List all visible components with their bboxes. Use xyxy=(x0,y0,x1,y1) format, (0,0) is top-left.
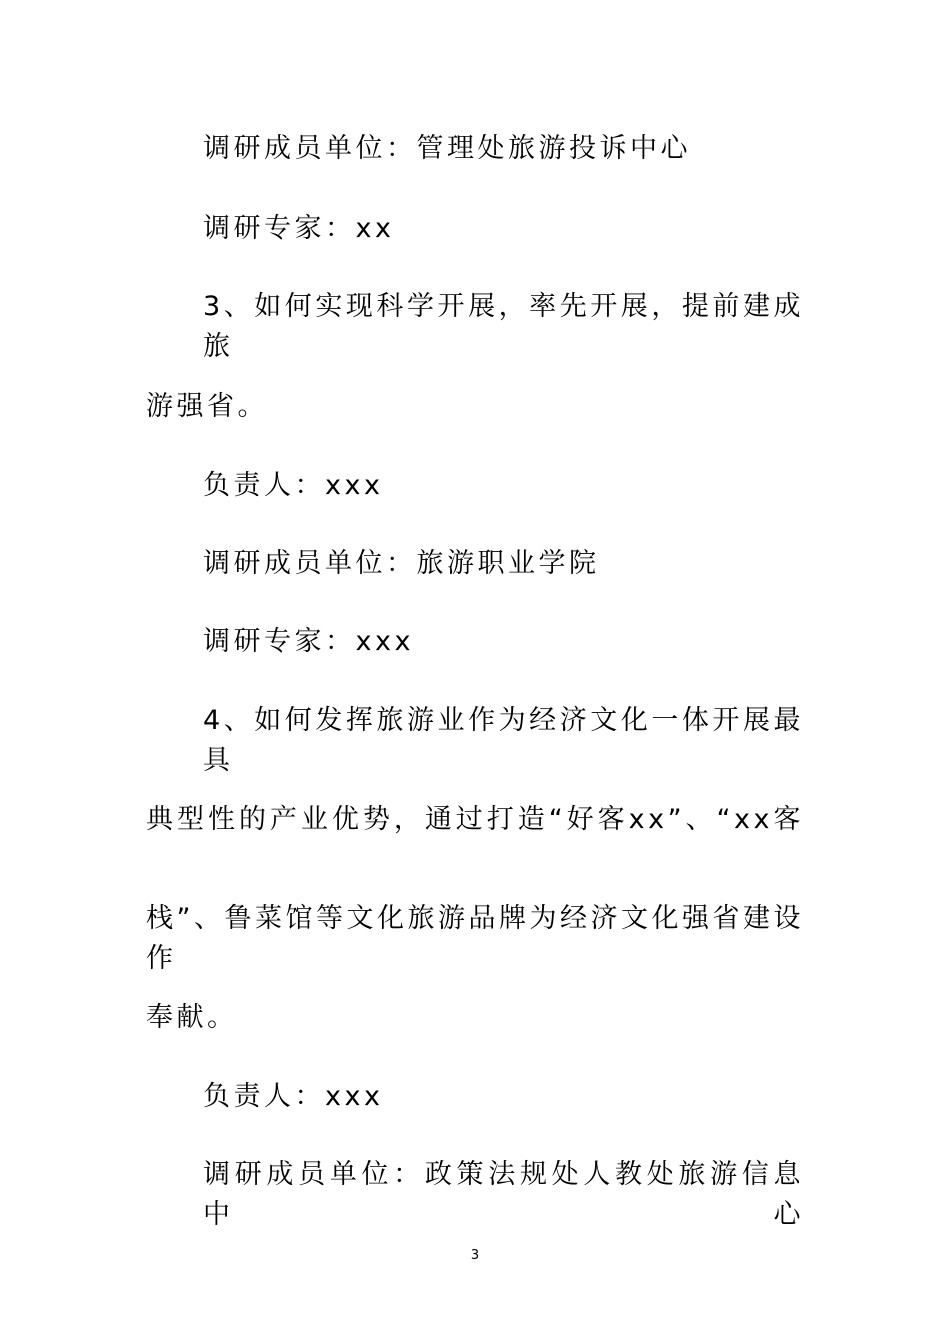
paragraph-line: 调研专家：xx xyxy=(203,213,395,244)
paragraph-line: 游强省。 xyxy=(146,391,268,422)
paragraph-line: 栈”、鲁菜馆等文化旅游品牌为经济文化强省建设作 xyxy=(146,903,804,974)
paragraph-line: 调研成员单位：旅游职业学院 xyxy=(203,548,600,579)
paragraph-line: 4、如何发挥旅游业作为经济文化一体开展最具 xyxy=(203,705,804,776)
paragraph-line: 调研成员单位：政策法规处人教处旅游信息中心 xyxy=(203,1159,804,1230)
paragraph-line: 调研专家：xxx xyxy=(203,626,414,657)
paragraph-line: 奉献。 xyxy=(146,1002,238,1033)
paragraph-line: 典型性的产业优势，通过打造“好客xx”、“xx客 xyxy=(146,804,804,835)
page-number: 3 xyxy=(470,1248,480,1263)
paragraph-line: 负责人：xxx xyxy=(203,1081,384,1112)
paragraph-line: 调研成员单位：管理处旅游投诉中心 xyxy=(203,133,691,164)
paragraph-line: 3、如何实现科学开展，率先开展，提前建成旅 xyxy=(203,291,804,362)
paragraph-line: 负责人：xxx xyxy=(203,470,384,501)
